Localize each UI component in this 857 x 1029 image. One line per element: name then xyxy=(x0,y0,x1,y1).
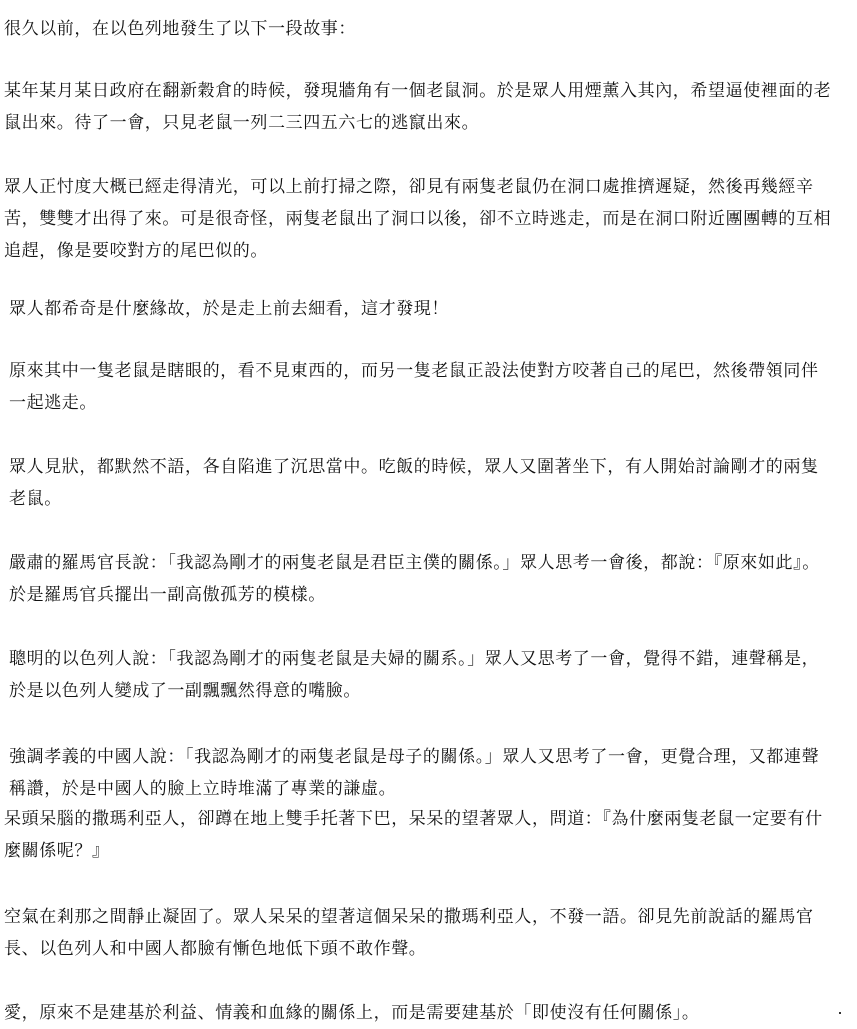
paragraph-mouse-hole: 某年某月某日政府在翻新穀倉的時候，發現牆角有一個老鼠洞。於是眾人用煙薰入其內，希望逼使裡面的老鼠出來。待了一會，只見老鼠一列二三四五六七的逃竄出來。 xyxy=(4,81,832,133)
paragraph-blind-mouse: 原來其中一隻老鼠是瞎眼的，看不見東西的，而另一隻老鼠正設法使對方咬著自己的尾巴，然後帶領同伴一起逃走。 xyxy=(9,361,819,413)
paragraph-israelite: 聰明的以色列人說：「我認為剛才的兩隻老鼠是夫婦的關系。」眾人又思考了一會，覺得不錯，連聲稱是，於是以色列人變成了一副飄飄然得意的嘴臉。 xyxy=(9,649,820,701)
paragraph-discovery: 眾人都希奇是什麼緣故，於是走上前去細看，這才發現！ xyxy=(9,299,449,319)
trailing-dot xyxy=(839,1012,841,1014)
paragraph-two-mice: 眾人正忖度大概已經走得清光，可以上前打掃之際，卻見有兩隻老鼠仍在洞口處推擠遲疑，然後再幾經辛苦，雙雙才出得了來。可是很奇怪，兩隻老鼠出了洞口以後，卻不立時逃走，而是在洞口附近團團轉的互相追趕，像是要咬對方的尾巴似的。 xyxy=(4,177,832,261)
paragraph-conclusion: 愛，原來不是建基於利益、情義和血緣的關係上，而是需要建基於「即使沒有任何關係」。 xyxy=(4,1003,700,1023)
paragraph-discussion: 眾人見狀，都默然不語，各自陷進了沉思當中。吃飯的時候，眾人又圍著坐下，有人開始討論剛才的兩隻老鼠。 xyxy=(9,457,819,509)
paragraph-silence: 空氣在剎那之間靜止凝固了。眾人呆呆的望著這個呆呆的撒瑪利亞人，不發一語。卻見先前說話的羅馬官長、以色列人和中國人都臉有慚色地低下頭不敢作聲。 xyxy=(4,907,814,959)
paragraph-samaritan: 呆頭呆腦的撒瑪利亞人，卻蹲在地上雙手托著下巴，呆呆的望著眾人，問道：『為什麼兩隻老鼠一定要有什麼關係呢？』 xyxy=(4,809,823,861)
paragraph-intro: 很久以前，在以色列地發生了以下一段故事： xyxy=(4,19,356,39)
paragraph-roman-officer: 嚴肅的羅馬官長說：「我認為剛才的兩隻老鼠是君臣主僕的關係。」眾人思考一會後，都說：『原來如此』。於是羅馬官兵擺出一副高傲孤芳的模樣。 xyxy=(9,553,820,605)
paragraph-chinese: 強調孝義的中國人說：「我認為剛才的兩隻老鼠是母子的關係。」眾人又思考了一會，更覺合理，又都連聲稱讚，於是中國人的臉上立時堆滿了專業的謙虛。 xyxy=(9,747,820,799)
